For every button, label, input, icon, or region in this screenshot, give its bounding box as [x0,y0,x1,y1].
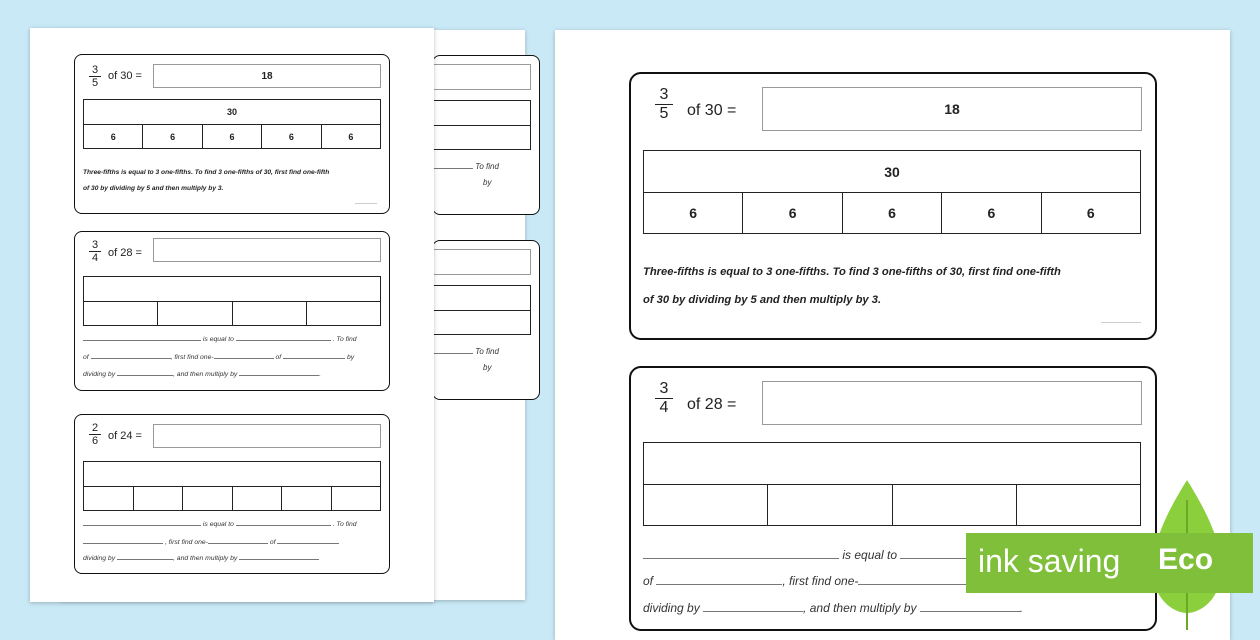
back-card-1 [432,55,540,215]
sentence-line-2: of , first find one- of by [83,354,355,361]
bar-model-part [892,485,1016,525]
eco-label: Eco [1158,543,1214,576]
bar-model-part [232,487,282,510]
bar-model-part: 6 [321,125,380,148]
back-text-2: by [483,178,492,187]
back-card-2 [432,240,540,400]
back-answer-box [433,249,531,275]
explanation-line-2: of 30 by dividing by 5 and then multiply by 3. [83,185,224,192]
bar-model-whole: 30 [644,151,1140,193]
fraction: 3 5 [655,86,673,123]
back-text-1: To find [433,347,499,356]
answer-box[interactable]: 18 [762,87,1142,131]
bar-model-part: 6 [1041,193,1140,233]
bar-model-part: 6 [742,193,841,233]
bar-model-part [306,302,380,325]
ink-saving-label: ink saving [978,543,1121,579]
of-amount: of 28 = [687,396,737,413]
fraction: 2 6 [89,422,101,447]
bar-model-part [182,487,232,510]
sentence-line-1: is equal to . To find [83,521,357,528]
bar-model [83,99,381,149]
bar-model-part: 6 [142,125,201,148]
answer-box[interactable]: 18 [153,64,381,88]
bar-model-part [331,487,381,510]
question-card-1 [74,54,390,214]
question-card-3 [74,414,390,574]
back-bar-model [432,100,531,150]
bar-model-part [644,485,767,525]
bar-model-whole: 30 [84,100,380,125]
bar-model-part [133,487,183,510]
bar-model-whole [84,462,380,487]
fraction: 3 4 [89,239,101,264]
fraction: 3 5 [89,64,101,89]
bar-model-part: 6 [689,205,698,221]
bar-model [83,276,381,326]
back-bar-model [432,285,531,335]
question-card-large-1 [629,72,1157,340]
bar-model-part: 6 [941,193,1040,233]
explanation-line-2: of 30 by dividing by 5 and then multiply by 3. [643,294,882,306]
bar-model-part [232,302,306,325]
sentence-line-2: of , first find one- [643,574,1038,588]
bar-model-part: 6 [202,125,261,148]
sentence-line-1: is equal to [643,548,1050,562]
sentence-line-1: is equal to . To find [83,336,357,343]
sentence-line-3: dividing by , and then multiply by . [643,601,1024,615]
bar-model-part [84,302,157,325]
answer-box[interactable] [153,424,381,448]
of-amount: of 30 = [687,102,737,119]
sentence-line-3: dividing by , and then multiply by . [83,371,322,378]
bar-model-part [281,487,331,510]
back-text-1: To find [433,162,499,171]
back-text-2: by [483,363,492,372]
bar-model [643,150,1141,234]
of-amount: of 30 = [108,70,142,82]
sentence-line-2: , first find one- of [83,539,339,546]
answer-box[interactable] [153,238,381,262]
bar-model-whole [84,277,380,302]
question-card-2 [74,231,390,391]
sentence-line-3: dividing by , and then multiply by [83,555,319,562]
bar-model-part: 6 [261,125,320,148]
of-amount: of 28 = [108,247,142,259]
bar-model-part: 6 [842,193,941,233]
bar-model-part: 6 [110,131,116,142]
bar-model-part [157,302,231,325]
bar-model-part [767,485,891,525]
worksheet-page-small [30,28,434,602]
bar-model [643,442,1141,526]
fraction: 3 4 [655,380,673,417]
bar-model [83,461,381,511]
bar-model-whole [644,443,1140,485]
answer-box[interactable] [762,381,1142,425]
bar-model-part [84,487,133,510]
explanation-line-1: Three-fifths is equal to 3 one-fifths. To find 3 one-fifths of 30, first find one-fifth [83,169,330,176]
back-answer-box [433,64,531,90]
bar-model-part [1016,485,1140,525]
of-amount: of 24 = [108,430,142,442]
explanation-line-1: Three-fifths is equal to 3 one-fifths. To find 3 one-fifths of 30, first find one-fifth [643,266,1061,278]
